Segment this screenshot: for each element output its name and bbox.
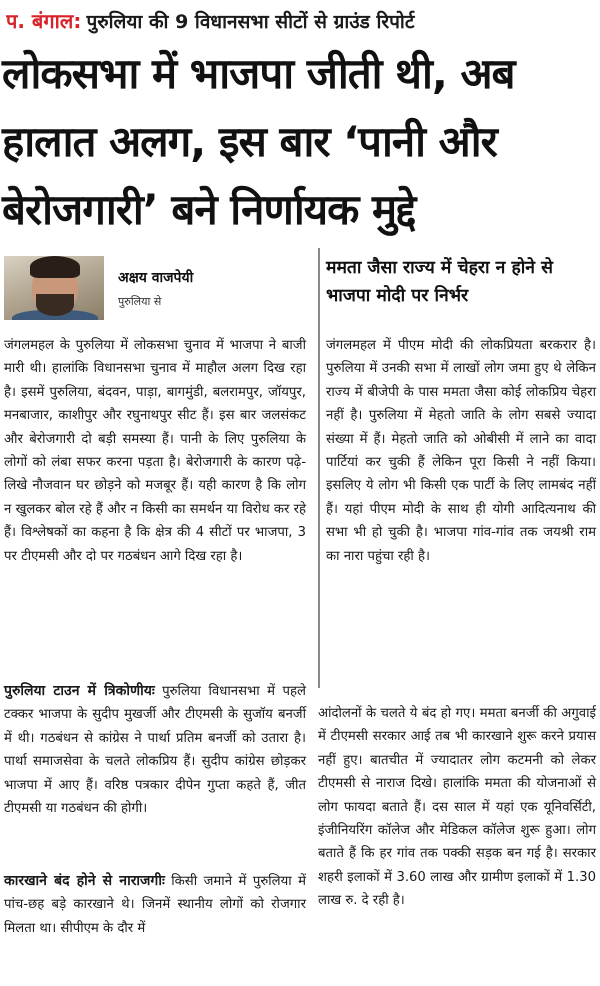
- article-paragraph-1: जंगलमहल के पुरुलिया में लोकसभा चुनाव में भाजपा ने बाजी मारी थी। हालांकि विधानसभा चुनाव में माहौल अलग दिख रहा है। इसमें पुरुलिया, बंदवन, पाड़ा, बागमुंडी, बलरामपुर, जॉयपुर, मनबाजार, काशीपुर और रघुनाथपुर सीट हैं। इस बार जलसंकट और बेरोजगारी दो बड़ी समस्या हैं। पानी के लिए पुरुलिया के लोगों को लंबा सफर करना पड़ता है। बेरोजगारी के कारण पढ़े-लिखे नौजवान घर छोड़ने को मजबूर हैं। यही कारण है कि लोग न खुलकर बोल रहे हैं और न किसी का समर्थन या विरोध कर रहे हैं। विश्लेषकों का कहना है कि क्षेत्र की 4 सीटों पर भाजपा, 3 पर टीएमसी और दो पर गठबंधन आगे दिख रहा है।: [4, 338, 306, 564]
- subhead-factories: कारखाने बंद होने से नाराजगीः: [4, 873, 165, 889]
- author-place: पुरुलिया से: [118, 295, 162, 308]
- article-paragraph-2-text: पुरुलिया विधानसभा में पहले टक्कर भाजपा के सुदीप मुखर्जी और टीएमसी के सुजॉय बनर्जी में थी। गठबंधन से कांग्रेस ने पार्था प्रतिम बनर्जी को उतारा है। पार्था समाजसेवा के चलते लोकप्रिय हैं। सुदीप कांग्रेस छोड़कर भाजपा में आए हैं। वरिष्ठ पत्रकार दीपेन गुप्ता कहते हैं, जीत टीएमसी या गठबंधन की होगी।: [4, 684, 306, 817]
- sidebar-paragraph: जंगलमहल में पीएम मोदी की लोकप्रियता बरकरार है। पुरुलिया में उनकी सभा में लाखों लोग जमा हुए थे लेकिन राज्य में बीजेपी के पास ममता जैसा कोई लोकप्रिय चेहरा नहीं है। पुरुलिया में मेहतो जाति के लोग सबसे ज्यादा संख्या में हैं। मेहतो जाति को ओबीसी में लाने का वादा पार्टियां कर चुकी हैं लेकिन पूरा किसी ने नहीं किया। इसलिए ये लोग भी किसी एक पार्टी के लिए लामबंद नहीं हैं। यहां पीएम मोदी के साथ ही योगी आदित्यनाथ की सभा भी हो चुकी है। भाजपा गांव-गांव तक जयश्री राम का नारा पहुंचा रही है।: [326, 338, 596, 564]
- author-name: अक्षय वाजपेयी: [118, 270, 194, 286]
- article-paragraph-3: [4, 870, 306, 940]
- article-paragraph-3-text: किसी जमाने में पुरुलिया में पांच-छह बड़े कारखाने थे। जिनमें स्थानीय लोगों को रोजगार मिलता था। सीपीएम के दौर में: [4, 874, 306, 936]
- article-paragraph-continued: आंदोलनों के चलते ये बंद हो गए। ममता बनर्जी की अगुवाई में टीएमसी सरकार आई तब भी कारखाने शुरू करने प्रयास नहीं हुए। बातचीत में ज्यादातर लोग कटमनी को लेकर टीएमसी से नाराज दिखे। हालांकि ममता की योजनाओं से लोग फायदा बताते हैं। दस साल में यहां एक यूनिवर्सिटी, इंजीनियरिंग कॉलेज और मेडिकल कॉलेज शुरू हुआ। लोग बताते हैं कि हर गांव तक पक्की सड़क बन गई है। सरकार शहरी इलाकों में 3.60 लाख और ग्रामीण इलाकों में 1.30 लाख रु. दे रही है।: [318, 706, 596, 909]
- author-byline: [0, 254, 310, 324]
- article-paragraph-2: [4, 680, 306, 820]
- author-photo: [4, 256, 104, 320]
- headline: लोकसभा में भाजपा जीती थी, अब हालात अलग, इस बार ‘पानी और बेरोजगारी’ बने निर्णायक मुद्दे: [2, 49, 515, 234]
- kicker: [6, 4, 594, 38]
- kicker-place: प. बंगाल:: [6, 9, 82, 33]
- sidebar-headline: ममता जैसा राज्य में चेहरा न होने से भाजपा मोदी पर निर्भर: [326, 258, 553, 306]
- subhead-purulia-town: पुरुलिया टाउन में त्रिकोणीयः: [4, 683, 155, 699]
- kicker-subtitle: पुरुलिया की 9 विधानसभा सीटों से ग्राउंड रिपोर्ट: [86, 11, 415, 33]
